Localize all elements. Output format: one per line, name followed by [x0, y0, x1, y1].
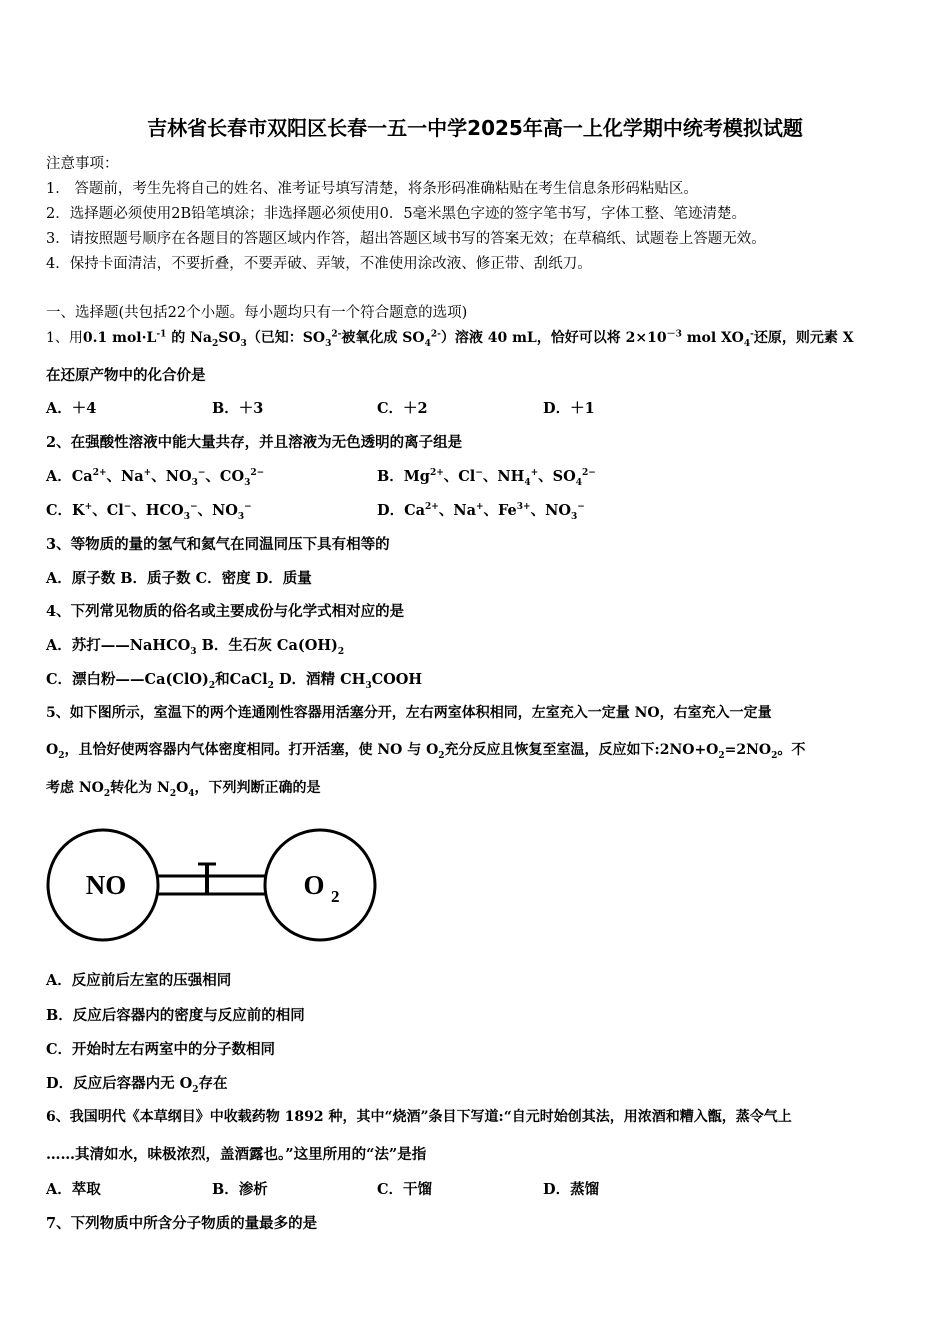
question-6-option-d[interactable]: D．蒸馏 — [543, 1181, 600, 1198]
question-1-option-c[interactable]: C．＋2 — [377, 400, 428, 417]
question-5-stem-line3: 考虑 $NO_2$转化为 $N_2O_4$，下列判断正确的是 — [46, 780, 321, 799]
question-1-option-d[interactable]: D．＋1 — [543, 400, 595, 417]
question-1-option-b[interactable]: B．＋3 — [212, 400, 264, 417]
question-6-option-a[interactable]: A．萃取 — [46, 1181, 101, 1198]
question-6-option-c[interactable]: C．干馏 — [377, 1181, 433, 1198]
question-3-stem: 3、等物质的量的氢气和氦气在同温同压下具有相等的 — [46, 536, 390, 553]
question-5-option-b[interactable]: B．反应后容器内的密度与反应前的相同 — [46, 1007, 305, 1024]
notice-item-4: 4．保持卡面清洁，不要折叠，不要弄破、弄皱，不准使用涂改液、修正带、刮纸刀。 — [46, 256, 592, 272]
question-5-stem-line1: 5、如下图所示，室温下的两个连通刚性容器用活塞分开，左右两室体积相同，左室充入一定量 NO，右室充入一定量 — [46, 705, 772, 721]
question-1-stem: 1、用0.1 $mol\cdot L^{-1}$ 的 $Na_2SO_3$（已知：$SO_3^{2-}$被氧化成 $SO_4^{2-}$）溶液 40 mL，恰好可以将 $2\times 10^{-3}$ mol $XO_4^-$还原，则元素 X — [46, 329, 854, 349]
question-1-option-a[interactable]: A．＋4 — [46, 400, 97, 417]
stopcock[interactable] — [198, 864, 216, 894]
question-5-option-c[interactable]: C．开始时左右两室中的分子数相同 — [46, 1041, 276, 1058]
question-7-stem: 7、下列物质中所含分子物质的量最多的是 — [46, 1215, 318, 1232]
right-gas-label: O — [303, 870, 325, 900]
notice-item-3: 3．请按照题号顺序在各题目的答题区域内作答，超出答题区域书写的答案无效；在草稿纸、试题卷上答题无效。 — [46, 231, 766, 247]
question-2-option-d[interactable]: D．$Ca^{2+}$、Na+、$Fe^{3+}$、$NO_3^-$ — [377, 502, 585, 522]
question-6-stem-line1: 6、我国明代《本草纲目》中收载药物 1892 种，其中“烧酒”条目下写道:“自元时始创其法，用浓酒和糟入甑，蒸令气上 — [46, 1109, 792, 1125]
question-4-options-ab[interactable]: A．苏打——NaHCO$_3$ B．生石灰 $Ca(OH)_2$ — [46, 637, 345, 657]
notice-item-2: 2．选择题必须使用2B铅笔填涂；非选择题必须使用0．5毫米黑色字迹的签字笔书写，字体工整、笔迹清楚。 — [46, 206, 747, 222]
question-3-options[interactable]: A．原子数 B．质子数 C．密度 D．质量 — [46, 570, 312, 587]
question-2-option-a[interactable]: A．$Ca^{2+}$、Na+、$NO_3^-$、$CO_3^{2-}$ — [46, 468, 265, 488]
question-6-stem-line2: ……其清如水，味极浓烈，盖酒露也。”这里所用的“法”是指 — [46, 1146, 427, 1163]
question-2-option-c[interactable]: C．K+、Cl−、$HCO_3^-$、$NO_3^-$ — [46, 502, 252, 522]
container-diagram — [44, 824, 378, 948]
question-6-option-b[interactable]: B．渗析 — [212, 1181, 268, 1198]
question-5-option-a[interactable]: A．反应前后左室的压强相同 — [46, 972, 232, 989]
section-heading: 一、选择题(共包括22个小题。每小题均只有一个符合题意的选项) — [46, 305, 468, 321]
left-gas-label: NO — [85, 870, 127, 900]
question-5-stem-line2: $O_2$，且恰好使两容器内气体密度相同。打开活塞，使 NO 与 $O_2$充分反应且恢复至室温，反应如下$:2NO+O_2=2NO_2$。不 — [46, 742, 806, 761]
notice-item-1: 1． 答题前，考生先将自己的姓名、准考证号填写清楚，将条形码准确粘贴在考生信息条形码粘贴区。 — [46, 181, 698, 197]
question-2-option-b[interactable]: B．$Mg^{2+}$、Cl−、$NH_4^+$、$SO_4^{2-}$ — [377, 468, 596, 488]
page-title: 吉林省长春市双阳区长春一五一中学2025年高一上化学期中统考模拟试题 — [147, 116, 803, 140]
question-4-stem: 4、下列常见物质的俗名或主要成份与化学式相对应的是 — [46, 603, 405, 620]
question-2-stem: 2、在强酸性溶液中能大量共存，并且溶液为无色透明的离子组是 — [46, 434, 463, 451]
question-4-options-cd[interactable]: C．漂白粉$——Ca(ClO)_2$和CaCl$_2$ D．酒精 $CH_3COOH$ — [46, 671, 423, 691]
right-gas-subscript: 2 — [331, 887, 340, 906]
question-1-stem-line2: 在还原产物中的化合价是 — [46, 367, 206, 384]
question-5-option-d[interactable]: D．反应后容器内无 $O_2$存在 — [46, 1075, 228, 1095]
notice-heading: 注意事项： — [46, 156, 119, 172]
